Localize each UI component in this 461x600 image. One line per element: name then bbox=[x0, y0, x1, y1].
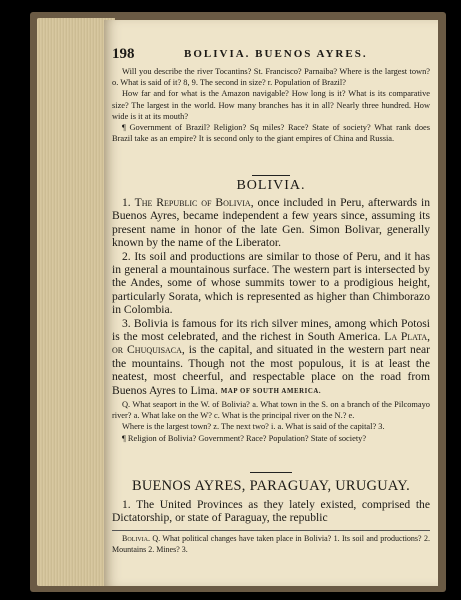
capital-name: La Plata, or Chuquisaca, bbox=[112, 330, 430, 357]
running-head: BOLIVIA. BUENOS AYRES. bbox=[184, 48, 368, 60]
bolivia-body bbox=[112, 196, 430, 397]
paragraph-1: 1. The United Provinces as they lately existed, comprised the Dictatorship, or state of Paraguay, the republic bbox=[112, 498, 430, 525]
questions-top bbox=[112, 66, 430, 144]
section-rule bbox=[252, 175, 290, 176]
paragraph-3 bbox=[112, 317, 430, 397]
map-caption: MAP OF SOUTH AMERICA. bbox=[220, 388, 322, 395]
question-block: Q. What seaport in the W. of Bolivia? a. What town in the S. on a branch of the Pilcomayo river? a. What lake on the W? c. What is the principal river on the N.? e. bbox=[112, 400, 430, 421]
paragraph-text: once included in Peru, afterwards in Buenos Ayres, became independent a few years since, assuming its present name in honor of the late Gen. Simon Bolivar, generally known by the name of the Liberator. bbox=[112, 196, 431, 250]
paragraph-2: 2. Its soil and productions are similar to those of Peru, and it has in general a mountainous surface. The western part is intersected by the Andes, some of whose summits tower to a prodigious height, particularly Sorata, which is represented as higher than Chimborazo in Colombia. bbox=[112, 249, 430, 317]
section-heading-bolivia: BOLIVIA. bbox=[236, 178, 306, 193]
book-page bbox=[104, 20, 438, 586]
question-block: Will you describe the river Tocantins? St. Francisco? Parnaiba? Where is the largest town? o. What is said of it? 8, 9. The second in size? r. Population of Brazil? bbox=[112, 67, 430, 88]
paragraph-number: 1. bbox=[122, 196, 135, 209]
footnote-label: Bolivia. bbox=[122, 534, 150, 543]
page-number: 198 bbox=[112, 46, 135, 62]
paragraph-text: is the capital, and situated in the western part near the mountains. Though not the most populous, it is at least the neatest, most cheerful, and respectable place on the road from Buenos Ayres to Lima. bbox=[112, 343, 430, 397]
footnote-rule bbox=[112, 530, 430, 531]
question-block: ¶ Religion of Bolivia? Government? Race? Population? State of society? bbox=[122, 433, 367, 443]
republic-name: The Republic of Bolivia, bbox=[134, 196, 254, 209]
footnote-text: Q. What political changes have taken place in Bolivia? 1. Its soil and productions? 2. Mountains 2. Mines? 3. bbox=[112, 534, 430, 554]
section-heading-buenos-ayres: BUENOS AYRES, PARAGUAY, URUGUAY. bbox=[131, 478, 411, 494]
buenos-ayres-body bbox=[112, 498, 430, 525]
page-header bbox=[112, 46, 430, 64]
question-block: How far and for what is the Amazon navigable? How long is it? What is its comparative size? The largest in the world. How many branches has it in all? Nearly three hundred. How wide is it at its mouth? bbox=[112, 89, 430, 121]
map-questions bbox=[112, 399, 430, 444]
section-rule bbox=[250, 472, 292, 473]
question-block: ¶ Government of Brazil? Religion? Sq miles? Race? State of society? What rank does Brazil take as an empire? It is second only to the giant empires of China and Russia. bbox=[112, 123, 430, 144]
paragraph-1 bbox=[112, 196, 430, 250]
question-block: Where is the largest town? z. The next two? i. a. What is said of the capital? 3. bbox=[122, 422, 385, 432]
paragraph-text: 3. Bolivia is famous for its rich silver mines, among which Potosi is the most celebrated, and the richest in South America. bbox=[112, 316, 430, 344]
footnote bbox=[112, 534, 430, 556]
